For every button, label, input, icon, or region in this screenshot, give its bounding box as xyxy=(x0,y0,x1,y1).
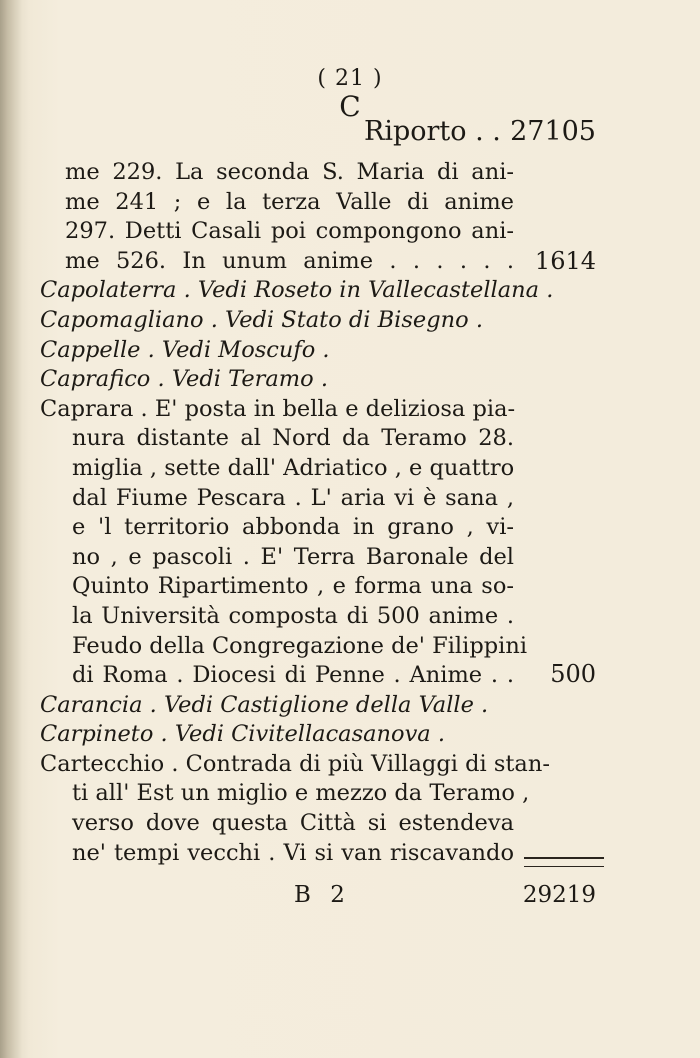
text-line: verso dove questa Città si estendeva xyxy=(72,810,514,837)
text-line: Quinto Ripartimento , e forma una so- xyxy=(72,573,514,600)
entry-carpineto: Carpineto . Vedi Civitellacasanova . xyxy=(40,721,446,748)
carryover-label: Riporto . . xyxy=(364,116,501,147)
entry-capomagliano: Capomagliano . Vedi Stato di Bisegno . xyxy=(40,306,483,333)
text-line: 297. Detti Casali poi compongono ani- xyxy=(65,218,514,245)
page-gutter-shadow xyxy=(0,0,22,1058)
entry-caprara: Caprara . E' posta in bella e deliziosa pia- xyxy=(40,395,516,422)
carryover-value: 27105 xyxy=(510,116,596,147)
text-line: e 'l territorio abbonda in grano , vi- xyxy=(72,514,514,541)
signature-letter: C xyxy=(339,90,361,123)
sum-rule-thin xyxy=(524,866,604,867)
margin-figure-caprara: 500 xyxy=(550,660,596,688)
text-line: ne' tempi vecchi . Vi si van riscavando xyxy=(72,839,514,866)
text-line: me 229. La seconda S. Maria di ani- xyxy=(65,159,514,185)
margin-figure-casali: 1614 xyxy=(534,247,596,275)
text-line: nura distante al Nord da Teramo 28. xyxy=(72,425,514,452)
text-line: dal Fiume Pescara . L' aria vi è sana , xyxy=(72,484,514,511)
footer-signature: B 2 xyxy=(294,882,351,908)
text-line: ti all' Est un miglio e mezzo da Teramo , xyxy=(72,780,530,807)
footer-total: 29219 xyxy=(522,882,596,908)
text-line: no , e pascoli . E' Terra Baronale del xyxy=(72,543,514,570)
entry-carancia: Carancia . Vedi Castiglione della Valle . xyxy=(40,691,489,718)
text-line: la Università composta di 500 anime . xyxy=(72,602,514,629)
text-line: me 241 ; e la terza Valle di anime xyxy=(65,188,514,215)
text-line: Feudo della Congregazione de' Filippini xyxy=(72,632,528,659)
text-line: di Roma . Diocesi di Penne . Anime . . xyxy=(72,662,514,689)
entry-cartecchio: Cartecchio . Contrada di più Villaggi di stan- xyxy=(40,750,550,777)
text-line: me 526. In unum anime . . . . . . xyxy=(65,247,514,274)
entry-cappelle: Cappelle . Vedi Moscufo . xyxy=(40,336,330,363)
body-text xyxy=(40,158,554,868)
entry-capolaterra: Capolaterra . Vedi Roseto in Vallecastellana . xyxy=(40,277,554,304)
entry-caprafico: Caprafico . Vedi Teramo . xyxy=(40,366,328,393)
page-number: ( 21 ) xyxy=(317,66,383,91)
sum-rule xyxy=(524,857,604,859)
text-line: miglia , sette dall' Adriatico , e quattro xyxy=(72,454,515,481)
